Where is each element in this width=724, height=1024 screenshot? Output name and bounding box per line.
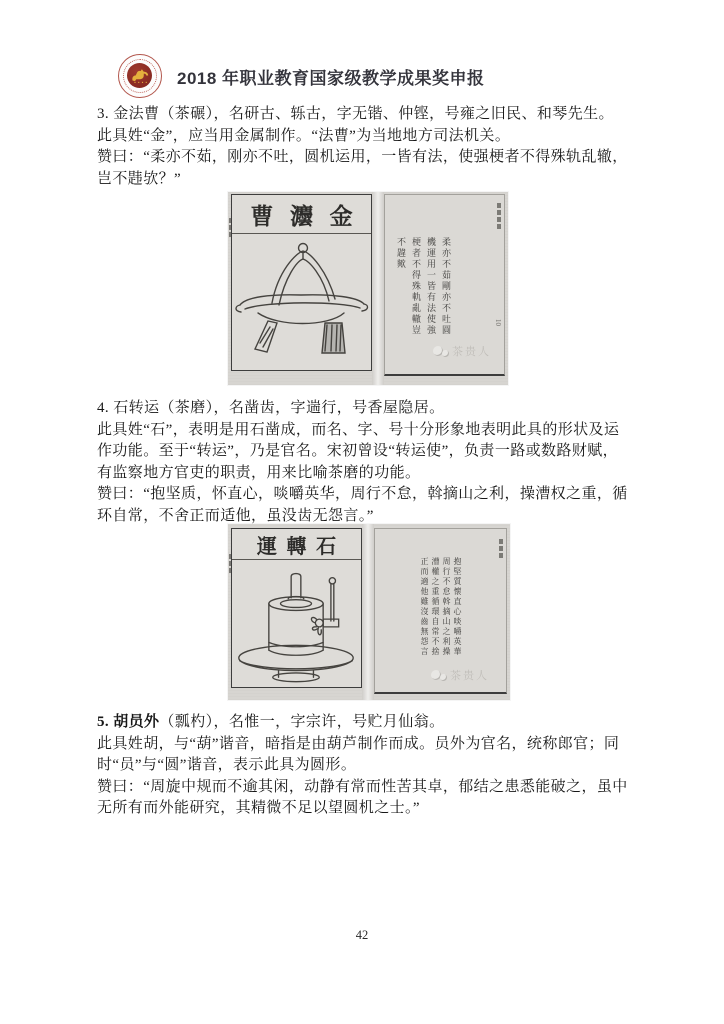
verse-column: 梗者不得殊軌亂轍豈 (411, 237, 421, 336)
verse-column: 柔亦不茹剛亦不吐圓 (441, 237, 451, 336)
paragraph-line: 赞曰：“抱坚质，怀直心，啖嚼英华，周行不怠，斡摘山之利，操漕权之重，循 (97, 486, 628, 503)
watermark-logo-icon (440, 674, 447, 681)
paragraph-line: 4. 石转运（茶磨），名凿齿，字遄行，号香屋隐居。 (97, 400, 445, 416)
tea-roller-drawing (232, 237, 370, 367)
paragraph-line: 此具姓“石”，表明是用石凿成，而名、字、号十分形象地表明此具的形状及运 (97, 421, 620, 438)
watermark-text: 茶贵人 (450, 670, 489, 682)
woodcut-left-page (231, 528, 362, 688)
woodcut-right-page (384, 194, 505, 376)
seal-core (127, 63, 152, 88)
paragraph-line: 无所有而外能研究，其精微不足以望圆机之士。” (97, 800, 420, 817)
edge-label-marks (497, 203, 501, 229)
verse-column: 不韙歟 (396, 237, 406, 270)
plate-title-char: 金 (329, 203, 353, 229)
paragraph-line: 此具姓“金”，应当用金属制作。“法曹”为当地地方司法机关。 (97, 127, 511, 144)
woodcut-left-page (231, 194, 372, 371)
plate-title-char: 曹 (250, 203, 274, 229)
paragraph-line: 3. 金法曹（茶碾），名研古、轹古，字无锴、仲铿，号雍之旧民、和琴先生。 (97, 106, 614, 122)
folio-page-mark: 10 (494, 319, 502, 326)
paragraph-line: 赞曰：“周旋中规而不逾其闲，动静有常而性苦其卓，郁结之患悉能破之，虽中 (97, 778, 628, 795)
watermark-logo-icon (442, 350, 449, 357)
verse-column: 機運用一皆有法使強 (426, 237, 436, 336)
woodcut-right-page (374, 528, 507, 694)
plate-title-char: 灋 (289, 203, 313, 229)
paragraph-line: 环自常，不舍正而适他，虽没齿无怨言。” (97, 507, 374, 524)
paragraph-line: 赞曰：“柔亦不茹，刚亦不吐，圆机运用，一皆有法，使强梗者不得殊轨乱辙， (97, 149, 628, 166)
verse-column: 正而適他雖沒齒無怨言 (420, 557, 429, 657)
paragraph-line: 岂不韪欤？” (97, 170, 182, 187)
watermark (431, 667, 489, 683)
plate-title-char: 運 (256, 535, 277, 558)
paragraph-line-rest: （瓢杓），名惟一，字宗许，号贮月仙翁。 (159, 714, 445, 730)
watermark-text: 茶贵人 (452, 346, 491, 358)
section-4-text (97, 398, 637, 528)
plate-title-char: 轉 (286, 535, 307, 558)
book-gutter (362, 524, 374, 700)
verse-calligraphy (393, 237, 453, 357)
paragraph-line: 有监察地方官吏的职责，用来比喻茶磨的功能。 (97, 464, 421, 481)
book-gutter (372, 192, 384, 385)
plate-title (232, 529, 361, 560)
paragraph-line (97, 712, 637, 734)
verse-column: 抱堅質懷直心啖嚼英華 (453, 557, 462, 657)
document-title: 2018 年职业教育国家级教学成果奖申报 (177, 68, 485, 88)
item-number-bold: 5. 胡员外 (97, 714, 160, 730)
plate-title-char: 石 (316, 535, 337, 558)
figure-jinfacao-scan (228, 192, 508, 385)
tea-mill-drawing (232, 561, 360, 685)
paragraph-line: 此具姓胡，与“葫”谐音，暗指是由葫芦制作而成。员外为官名，统称郎官；同 (97, 735, 620, 752)
section-3-text (97, 104, 637, 190)
figure-shizhuanyun-scan (228, 524, 510, 700)
edge-label-marks (499, 539, 503, 558)
verse-calligraphy (419, 557, 463, 667)
verse-column: 漕權之重循環自常不捨 (431, 557, 440, 657)
section-5-text (97, 712, 637, 820)
paragraph-line: 时“员”与“圆”谐音，表示此具为圆形。 (97, 757, 357, 774)
paragraph-line: 作功能。至于“转运”，乃是官名。宋初曾设“转运使”，负责一路或数路财赋， (97, 443, 619, 460)
watermark (433, 343, 491, 359)
plate-title (232, 195, 371, 234)
horse-emblem-icon (130, 68, 150, 83)
page-number: 42 (355, 928, 369, 942)
school-seal-logo (118, 54, 162, 98)
verse-column: 周行不怠斡摘山之利操 (442, 557, 451, 657)
page-header (118, 54, 485, 98)
